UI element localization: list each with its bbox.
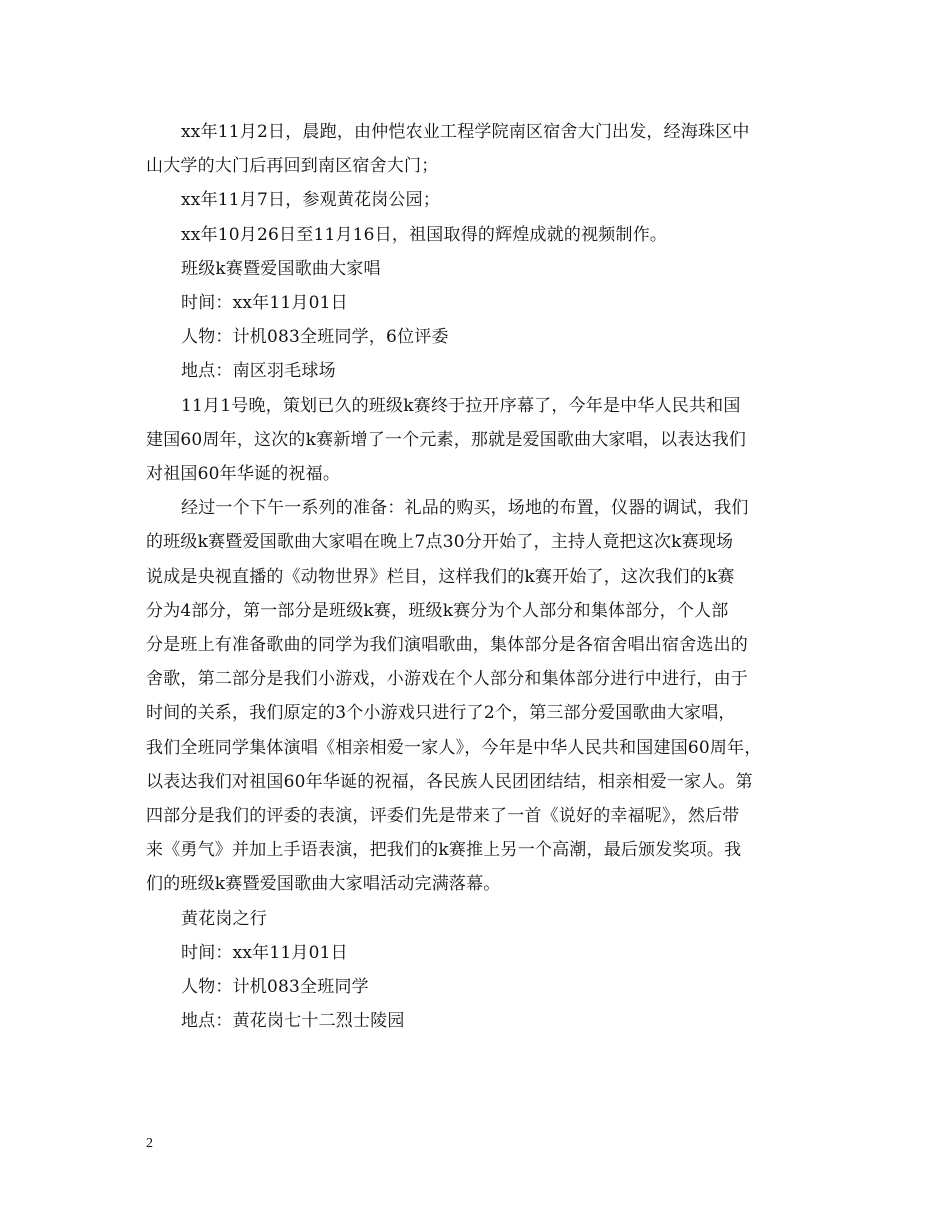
event-location: 地点：南区羽毛球场 [181, 361, 336, 382]
event-time: 时间：xx年11月01日 [181, 293, 348, 314]
paragraph-line: 分为4部分，第一部分是班级k赛，班级k赛分为个人部分和集体部分，个人部 [146, 600, 729, 621]
paragraph-line: 我们全班同学集体演唱《相亲相爱一家人》，今年是中华人民共和国建国60周年， [146, 737, 762, 758]
paragraph-line: 对祖国60年华诞的祝福。 [146, 464, 341, 485]
event-location: 地点：黄花岗七十二烈士陵园 [181, 1011, 405, 1032]
paragraph-line: 11月1号晚，策划已久的班级k赛终于拉开序幕了，今年是中华人民共和国 [181, 395, 741, 416]
section-heading: 班级k赛暨爱国歌曲大家唱 [181, 258, 381, 279]
paragraph-line: 建国60周年，这次的k赛新增了一个元素，那就是爱国歌曲大家唱，以表达我们 [146, 429, 747, 450]
event-time: 时间：xx年11月01日 [181, 942, 348, 963]
paragraph-line: xx年10月26日至11月16日，祖国取得的辉煌成就的视频制作。 [181, 224, 668, 245]
paragraph-line: 四部分是我们的评委的表演，评委们先是带来了一首《说好的幸福呢》，然后带 [146, 806, 740, 827]
event-people: 人物：计机083全班同学，6位评委 [181, 327, 449, 348]
paragraph-line: 们的班级k赛暨爱国歌曲大家唱活动完满落幕。 [146, 874, 501, 895]
paragraph-line: 来《勇气》并加上手语表演，把我们的k赛推上另一个高潮，最后颁发奖项。我 [146, 840, 742, 861]
page-number: 2 [146, 1136, 153, 1151]
paragraph-line: 舍歌，第二部分是我们小游戏，小游戏在个人部分和集体部分进行中进行，由于 [146, 669, 748, 690]
paragraph-line: 的班级k赛暨爱国歌曲大家唱在晚上7点30分开始了，主持人竟把这次k赛现场 [146, 532, 734, 553]
paragraph-line: 经过一个下午一系列的准备：礼品的购买，场地的布置，仪器的调试，我们 [181, 498, 749, 519]
paragraph-line: 分是班上有准备歌曲的同学为我们演唱歌曲，集体部分是各宿舍唱出宿舍选出的 [146, 635, 748, 656]
paragraph-line: 时间的关系，我们原定的3个小游戏只进行了2个，第三部分爱国歌曲大家唱， [146, 703, 736, 724]
paragraph-line: 说成是央视直播的《动物世界》栏目，这样我们的k赛开始了，这次我们的k赛 [146, 566, 735, 587]
section-heading: 黄花岗之行 [181, 908, 267, 929]
event-people: 人物：计机083全班同学 [181, 977, 369, 998]
paragraph-line: 以表达我们对祖国60年华诞的祝福，各民族人民团团结结，相亲相爱一家人。第 [146, 771, 753, 792]
paragraph-line: xx年11月2日，晨跑，由仲恺农业工程学院南区宿舍大门出发，经海珠区中 [181, 122, 750, 142]
paragraph-line: 山大学的大门后再回到南区宿舍大门； [146, 156, 439, 177]
paragraph-line: xx年11月7日，参观黄花岗公园； [181, 190, 441, 211]
document-body [146, 115, 811, 1038]
